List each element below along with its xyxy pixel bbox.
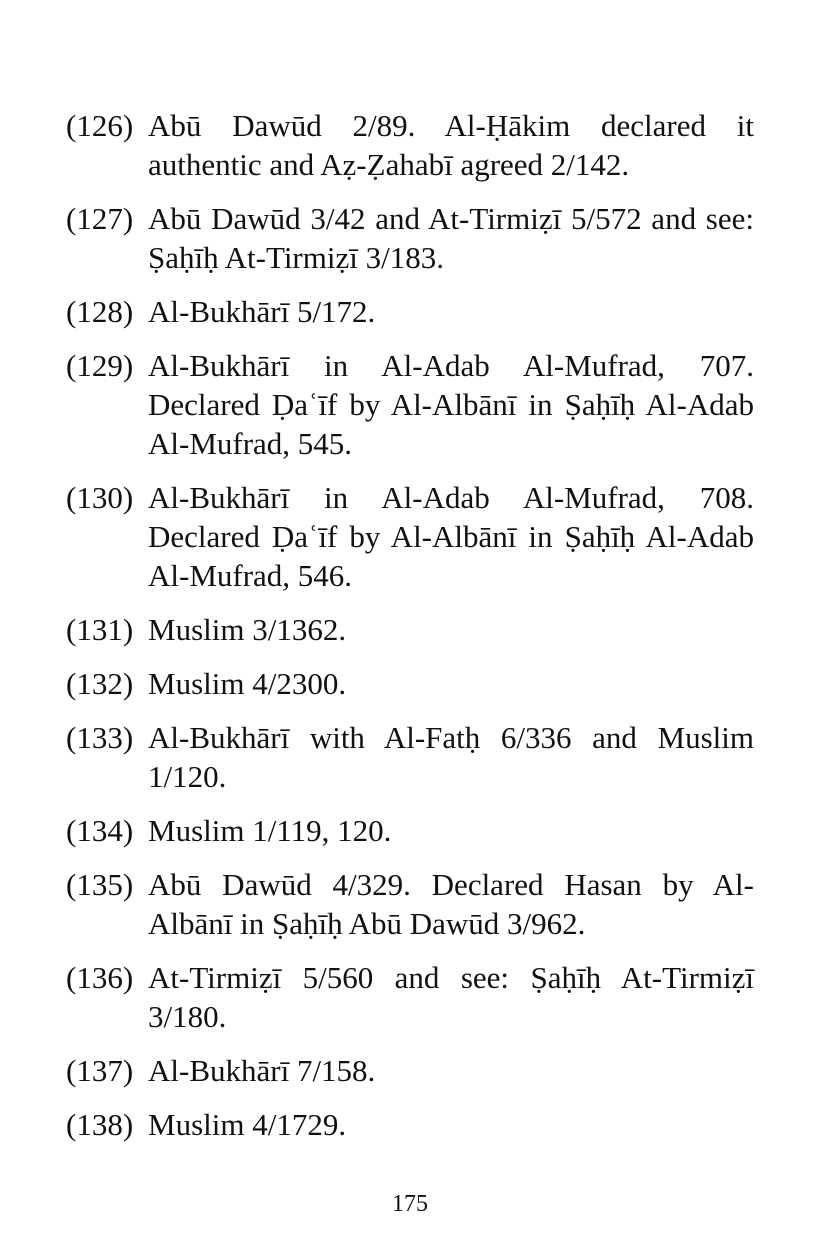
- footnote-text: Abū Dawūd 2/89. Al-Ḥākim declared it authentic and Aẓ-Ẓahabī agreed 2/142.: [148, 108, 754, 182]
- footnote-item: [66, 292, 754, 331]
- footnote-text: Abū Dawūd 4/329. Declared Hasan by Al-Albānī in Ṣaḥīḥ Abū Dawūd 3/962.: [148, 867, 754, 941]
- footnote-text: Al-Bukhārī in Al-Adab Al-Mufrad, 708. Declared Ḍaʿīf by Al-Albānī in Ṣaḥīḥ Al-Adab Al-Mufrad, 546.: [148, 480, 754, 593]
- footnote-number: (131): [66, 612, 134, 647]
- footnote-text: Muslim 3/1362.: [148, 612, 347, 647]
- footnote-item: [66, 664, 754, 703]
- footnote-number: (133): [66, 720, 134, 755]
- footnote-number: (132): [66, 666, 134, 701]
- footnote-number: (137): [66, 1053, 134, 1088]
- footnote-number: (130): [66, 480, 134, 515]
- footnote-text: Al-Bukhārī 7/158.: [148, 1053, 376, 1088]
- footnote-item: [66, 478, 754, 595]
- footnote-text: Muslim 1/119, 120.: [148, 813, 392, 848]
- footnote-list: [66, 106, 754, 1159]
- footnote-number: (128): [66, 294, 134, 329]
- footnote-item: [66, 1105, 754, 1144]
- footnote-item: [66, 106, 754, 184]
- footnote-number: (126): [66, 108, 134, 143]
- footnote-text: Muslim 4/1729.: [148, 1107, 347, 1142]
- footnote-item: [66, 811, 754, 850]
- footnote-item: [66, 865, 754, 943]
- footnote-item: [66, 199, 754, 277]
- footnote-number: (136): [66, 960, 134, 995]
- footnote-number: (134): [66, 813, 134, 848]
- footnote-text: At-Tirmiẓī 5/560 and see: Ṣaḥīḥ At-Tirmiẓī 3/180.: [148, 960, 754, 1034]
- footnote-item: [66, 610, 754, 649]
- footnote-number: (135): [66, 867, 134, 902]
- footnote-number: (138): [66, 1107, 134, 1142]
- footnote-text: Al-Bukhārī with Al-Fatḥ 6/336 and Muslim 1/120.: [148, 720, 754, 794]
- footnote-text: Muslim 4/2300.: [148, 666, 347, 701]
- footnote-item: [66, 1051, 754, 1090]
- footnote-text: Al-Bukhārī in Al-Adab Al-Mufrad, 707. Declared Ḍaʿīf by Al-Albānī in Ṣaḥīḥ Al-Adab Al-Mufrad, 545.: [148, 348, 754, 461]
- footnote-number: (129): [66, 348, 134, 383]
- footnote-item: [66, 346, 754, 463]
- footnote-item: [66, 958, 754, 1036]
- footnote-text: Abū Dawūd 3/42 and At-Tirmiẓī 5/572 and see: Ṣaḥīḥ At-Tirmiẓī 3/183.: [148, 201, 754, 275]
- footnote-number: (127): [66, 201, 134, 236]
- footnote-item: [66, 718, 754, 796]
- page-number: 175: [392, 1191, 428, 1217]
- footnote-text: Al-Bukhārī 5/172.: [148, 294, 376, 329]
